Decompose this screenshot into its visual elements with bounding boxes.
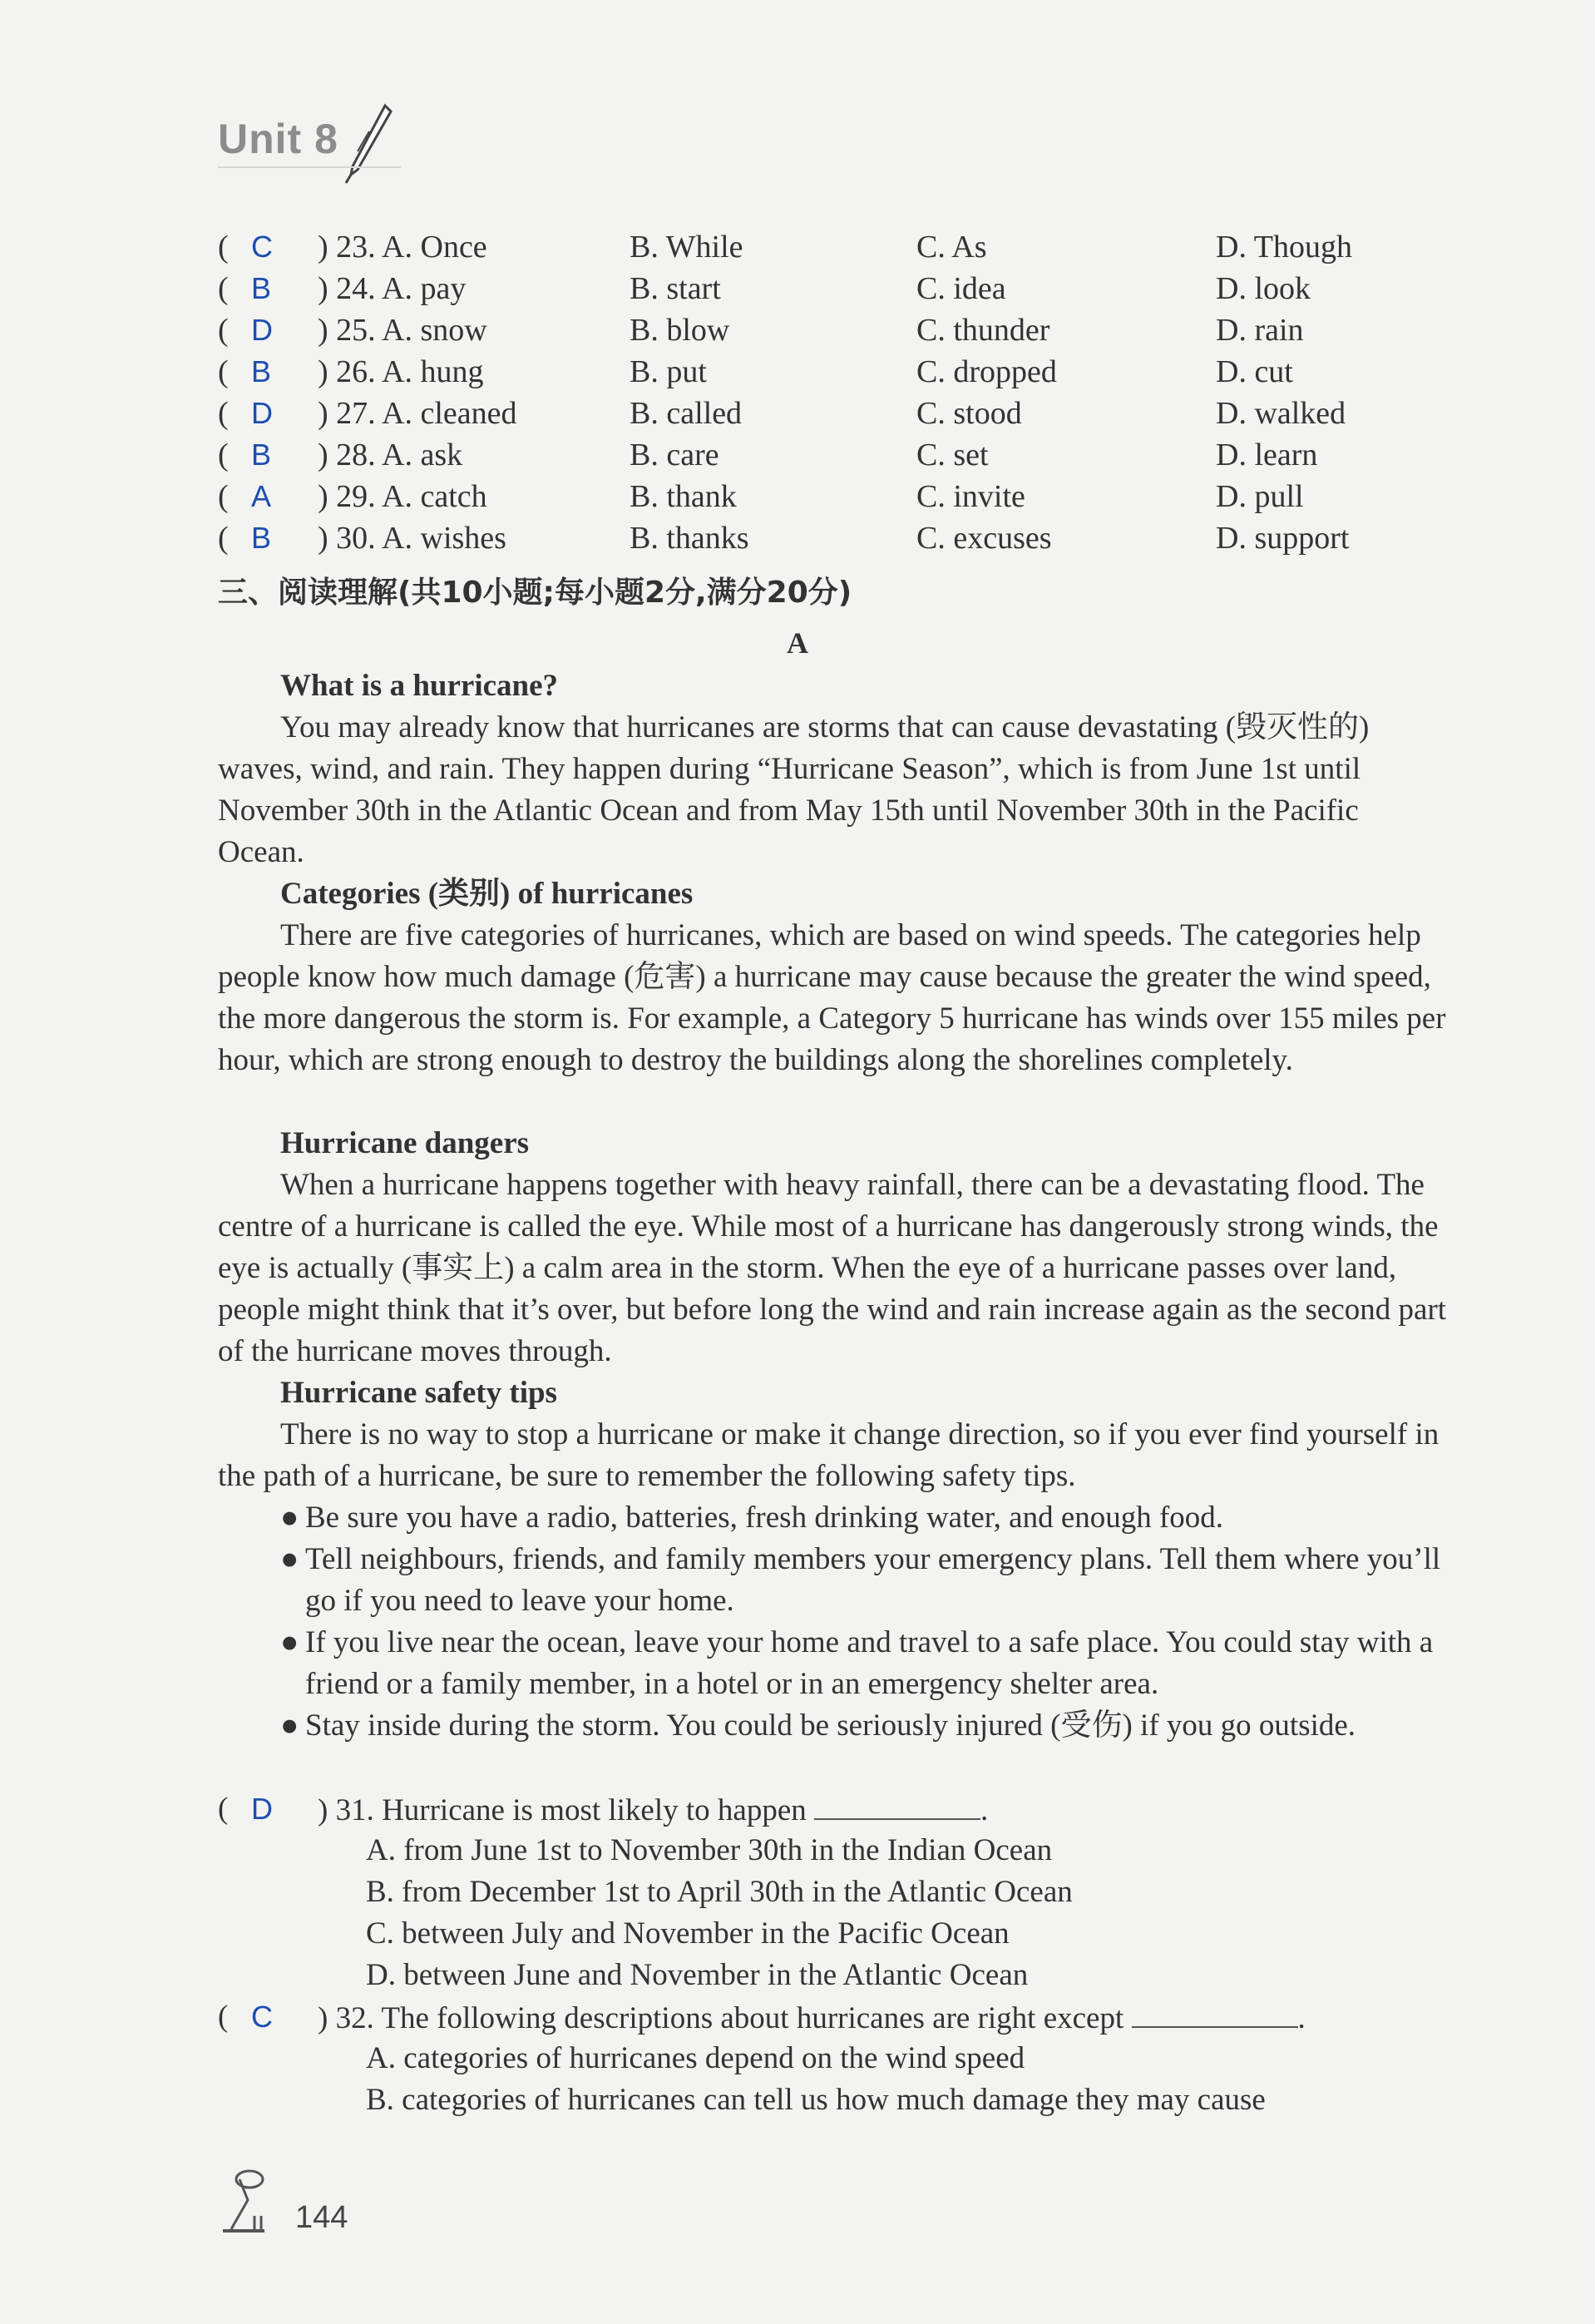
bullet-dot: ● xyxy=(280,1708,299,1743)
option-32-b: B. categories of hurricanes can tell us how much damage they may cause xyxy=(366,2083,1266,2117)
paren: ( xyxy=(218,438,229,472)
option-a: ) 24. A. pay xyxy=(318,271,467,306)
option-d: D. support xyxy=(1216,521,1350,556)
paren: ( xyxy=(218,1792,229,1826)
bullet-item xyxy=(280,1497,1449,1539)
page-number: 144 xyxy=(295,2200,348,2235)
answer-mark: C xyxy=(251,2000,273,2034)
option-c: C. stood xyxy=(916,396,1022,431)
paragraph-1: You may already know that hurricanes are storms that can cause devastating (毁灭性的) waves, wind, and rain. They happen during “Hurricane Season”, which is from June 1st until November 30th in the Atlantic Ocean and from May 15th until November 30th in the Pacific Ocean. xyxy=(218,710,1370,869)
heading-categories: Categories (类别) of hurricanes xyxy=(280,877,694,911)
answer-mark: B xyxy=(251,438,272,472)
option-d: D. Though xyxy=(1216,230,1352,265)
desk-lamp-icon xyxy=(215,2163,289,2237)
option-d: D. learn xyxy=(1216,438,1318,472)
option-b: B. blow xyxy=(630,313,730,348)
answer-blank xyxy=(814,1788,980,1820)
option-d: D. cut xyxy=(1216,354,1293,389)
option-c: C. idea xyxy=(916,271,1006,306)
answer-mark: B xyxy=(251,354,272,388)
answer-mark: B xyxy=(251,271,272,305)
bullet-text: Stay inside during the storm. You could be seriously injured (受伤) if you go outside. xyxy=(305,1708,1356,1743)
question-stem: ) 32. The following descriptions about hurricanes are right except xyxy=(318,2001,1124,2035)
answer-blank xyxy=(1132,1996,1298,2028)
option-b: B. start xyxy=(630,271,721,306)
option-b: B. thanks xyxy=(630,521,749,556)
bullet-text: If you live near the ocean, leave your home and travel to a safe place. You could stay with a friend or a family member, in a hotel or in an emergency shelter area. xyxy=(305,1625,1434,1701)
option-c: C. set xyxy=(916,438,989,472)
heading-safety: Hurricane safety tips xyxy=(280,1376,557,1410)
pen-icon xyxy=(339,101,398,185)
question-31 xyxy=(218,1788,1449,1830)
option-31-b: B. from December 1st to April 30th in the Atlantic Ocean xyxy=(366,1875,1073,1909)
option-31-d: D. between June and November in the Atlantic Ocean xyxy=(366,1958,1029,1992)
heading-what-is: What is a hurricane? xyxy=(280,669,559,703)
answer-mark: C xyxy=(251,230,273,264)
header-rule xyxy=(218,166,401,168)
option-a: ) 30. A. wishes xyxy=(318,521,506,556)
heading-dangers: Hurricane dangers xyxy=(280,1126,530,1160)
paren: ( xyxy=(218,271,229,306)
option-a: ) 28. A. ask xyxy=(318,438,463,472)
passage-letter: A xyxy=(787,626,808,660)
bullet-dot: ● xyxy=(280,1542,299,1576)
option-d: D. walked xyxy=(1216,396,1346,431)
bullet-text: Tell neighbours, friends, and family members your emergency plans. Tell them where you’ll go if you need to leave your home. xyxy=(305,1542,1441,1618)
option-a: ) 25. A. snow xyxy=(318,313,487,348)
option-a: ) 27. A. cleaned xyxy=(318,396,517,431)
stem-end: . xyxy=(980,1793,989,1827)
answer-mark: D xyxy=(251,1792,273,1826)
option-b: B. thank xyxy=(630,479,737,514)
paren: ( xyxy=(218,479,229,514)
option-d: D. rain xyxy=(1216,313,1304,348)
option-32-a: A. categories of hurricanes depend on the wind speed xyxy=(366,2041,1025,2075)
option-b: B. care xyxy=(630,438,719,472)
paren: ( xyxy=(218,313,229,348)
option-c: C. thunder xyxy=(916,313,1050,348)
option-b: B. put xyxy=(630,354,707,389)
option-b: B. called xyxy=(630,396,743,431)
paren: ( xyxy=(218,230,229,265)
option-c: C. As xyxy=(916,230,987,265)
question-stem: ) 31. Hurricane is most likely to happen xyxy=(318,1793,807,1827)
bullet-item xyxy=(280,1539,1449,1622)
paren: ( xyxy=(218,354,229,389)
unit-title: Unit 8 xyxy=(218,116,338,162)
bullet-item xyxy=(280,1705,1449,1747)
answer-mark: D xyxy=(251,313,273,347)
option-d: D. look xyxy=(1216,271,1311,306)
section-heading: 三、阅读理解(共10小题;每小题2分,满分20分) xyxy=(218,576,852,610)
bullet-dot: ● xyxy=(280,1501,299,1535)
paren: ( xyxy=(218,2000,229,2034)
option-b: B. While xyxy=(630,230,743,265)
answer-mark: A xyxy=(251,479,272,513)
bullet-text: Be sure you have a radio, batteries, fresh drinking water, and enough food. xyxy=(305,1501,1224,1535)
paragraph-4: There is no way to stop a hurricane or make it change direction, so if you ever find yourself in the path of a hurricane, be sure to remember the following safety tips. xyxy=(218,1417,1439,1493)
paren: ( xyxy=(218,521,229,556)
paragraph-3: When a hurricane happens together with heavy rainfall, there can be a devastating flood. The centre of a hurricane is called the eye. While most of a hurricane has dangerously strong winds, the eye is actually (事实上) a calm area in the storm. When the eye of a hurricane passes over land, people might think that it’s over, but before long the wind and rain increase again as the second part of the hurricane moves through. xyxy=(218,1168,1447,1368)
option-a: ) 23. A. Once xyxy=(318,230,487,265)
option-a: ) 26. A. hung xyxy=(318,354,484,389)
stem-end: . xyxy=(1297,2001,1306,2035)
paren: ( xyxy=(218,396,229,431)
answer-mark: D xyxy=(251,396,273,430)
option-a: ) 29. A. catch xyxy=(318,479,487,514)
option-c: C. invite xyxy=(916,479,1025,514)
option-d: D. pull xyxy=(1216,479,1304,514)
answer-mark: B xyxy=(251,521,272,555)
option-31-a: A. from June 1st to November 30th in the Indian Ocean xyxy=(366,1833,1053,1867)
question-32 xyxy=(218,1996,1449,2038)
option-c: C. dropped xyxy=(916,354,1057,389)
bullet-dot: ● xyxy=(280,1625,299,1659)
option-c: C. excuses xyxy=(916,521,1052,556)
bullet-item xyxy=(280,1622,1449,1705)
paragraph-2: There are five categories of hurricanes, which are based on wind speeds. The categories help people know how much damage (危害) a hurricane may cause because the greater the wind speed, the more dangerous the storm is. For example, a Category 5 hurricane has winds over 155 miles per hour, which are strong enough to destroy the buildings along the shorelines completely. xyxy=(218,918,1446,1077)
option-31-c: C. between July and November in the Pacific Ocean xyxy=(366,1916,1010,1951)
